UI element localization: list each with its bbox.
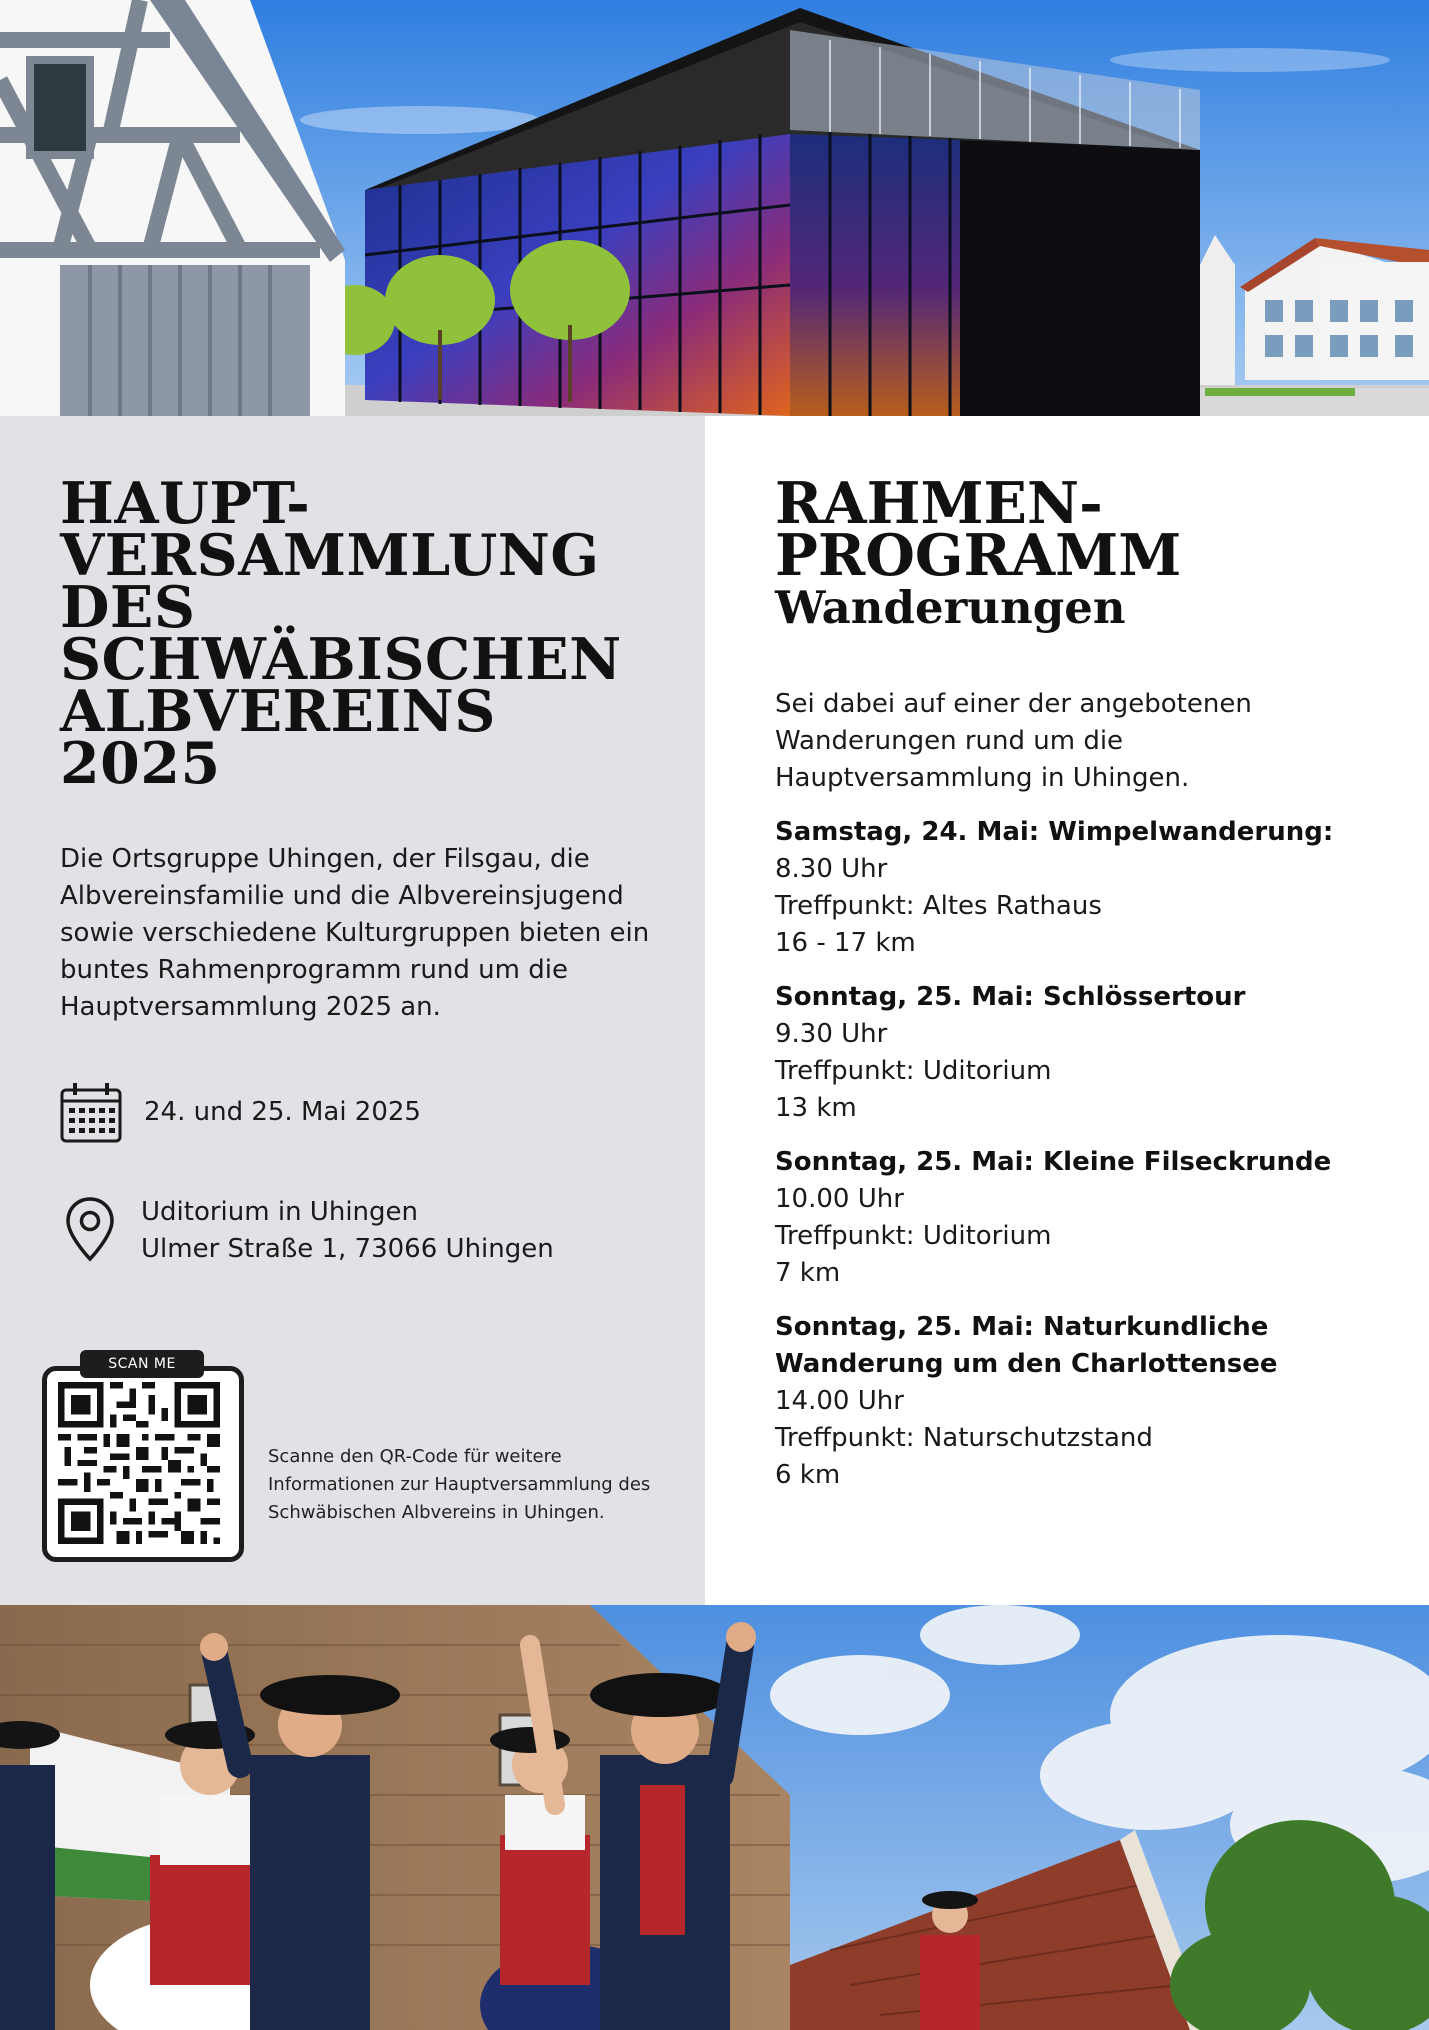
- bottom-photo-folk-dancers: [0, 1605, 1429, 2030]
- left-info-panel: [0, 416, 705, 1605]
- hike-meeting-point: Treffpunkt: Uditorium: [775, 1056, 1052, 1086]
- hike-distance: 7 km: [775, 1258, 841, 1288]
- program-subtitle: Wanderungen: [775, 581, 1126, 634]
- hike-distance: 13 km: [775, 1093, 857, 1123]
- calendar-icon: [60, 1081, 122, 1147]
- event-date-row: [60, 1081, 660, 1143]
- top-photo-uditorium: [0, 0, 1429, 416]
- qr-caption: Scanne den QR-Code für weitere Informationen zur Hauptversammlung des Schwäbischen Albvereins in Uhingen.: [268, 1446, 651, 1523]
- hike-meeting-point: Treffpunkt: Naturschutzstand: [775, 1423, 1153, 1453]
- hike-title: Sonntag, 25. Mai: Kleine Filseckrunde: [775, 1147, 1332, 1177]
- uditorium-photo: [0, 0, 1429, 416]
- hike-distance: 6 km: [775, 1460, 841, 1490]
- event-address: Ulmer Straße 1, 73066 Uhingen: [141, 1234, 554, 1264]
- right-program-panel: [705, 416, 1429, 1605]
- hike-title: Sonntag, 25. Mai: Naturkundliche Wanderung um den Charlottensee: [775, 1312, 1278, 1379]
- event-location-row: [64, 1194, 664, 1274]
- hike-item: [775, 979, 1405, 1127]
- hike-item: [775, 1309, 1405, 1494]
- hike-item: [775, 814, 1405, 962]
- hike-title: Sonntag, 25. Mai: Schlössertour: [775, 982, 1246, 1012]
- program-title: RAHMEN- PROGRAMM: [775, 470, 1182, 589]
- qr-scan-me-label: SCAN ME: [80, 1350, 204, 1378]
- qr-code-block[interactable]: [40, 1350, 242, 1556]
- hike-time: 14.00 Uhr: [775, 1386, 904, 1416]
- event-intro-text: Die Ortsgruppe Uhingen, der Filsgau, die Albvereinsfamilie und die Albvereinsjugend sowie verschiedene Kulturgruppen bieten ein buntes Rahmenprogramm rund um die Hauptversammlung 2025 an.: [60, 844, 650, 1022]
- hike-list: [775, 814, 1405, 1511]
- hike-title: Samstag, 24. Mai: Wimpelwanderung:: [775, 817, 1334, 847]
- folk-dance-photo: [0, 1605, 1429, 2030]
- program-intro-text: Sei dabei auf einer der angebotenen Wanderungen rund um die Hauptversammlung in Uhingen.: [775, 689, 1252, 793]
- hike-meeting-point: Treffpunkt: Uditorium: [775, 1221, 1052, 1251]
- hike-time: 8.30 Uhr: [775, 854, 888, 884]
- hike-time: 10.00 Uhr: [775, 1184, 904, 1214]
- hike-meeting-point: Treffpunkt: Altes Rathaus: [775, 891, 1102, 921]
- event-venue: Uditorium in Uhingen: [141, 1197, 418, 1227]
- hike-distance: 16 - 17 km: [775, 928, 916, 958]
- qr-code-icon[interactable]: [58, 1382, 220, 1548]
- map-pin-icon: [64, 1196, 116, 1266]
- event-date: 24. und 25. Mai 2025: [144, 1097, 421, 1127]
- hike-item: [775, 1144, 1405, 1292]
- hike-time: 9.30 Uhr: [775, 1019, 888, 1049]
- event-title: HAUPT- VERSAMMLUNG DES SCHWÄBISCHEN ALBVEREINS 2025: [60, 470, 622, 797]
